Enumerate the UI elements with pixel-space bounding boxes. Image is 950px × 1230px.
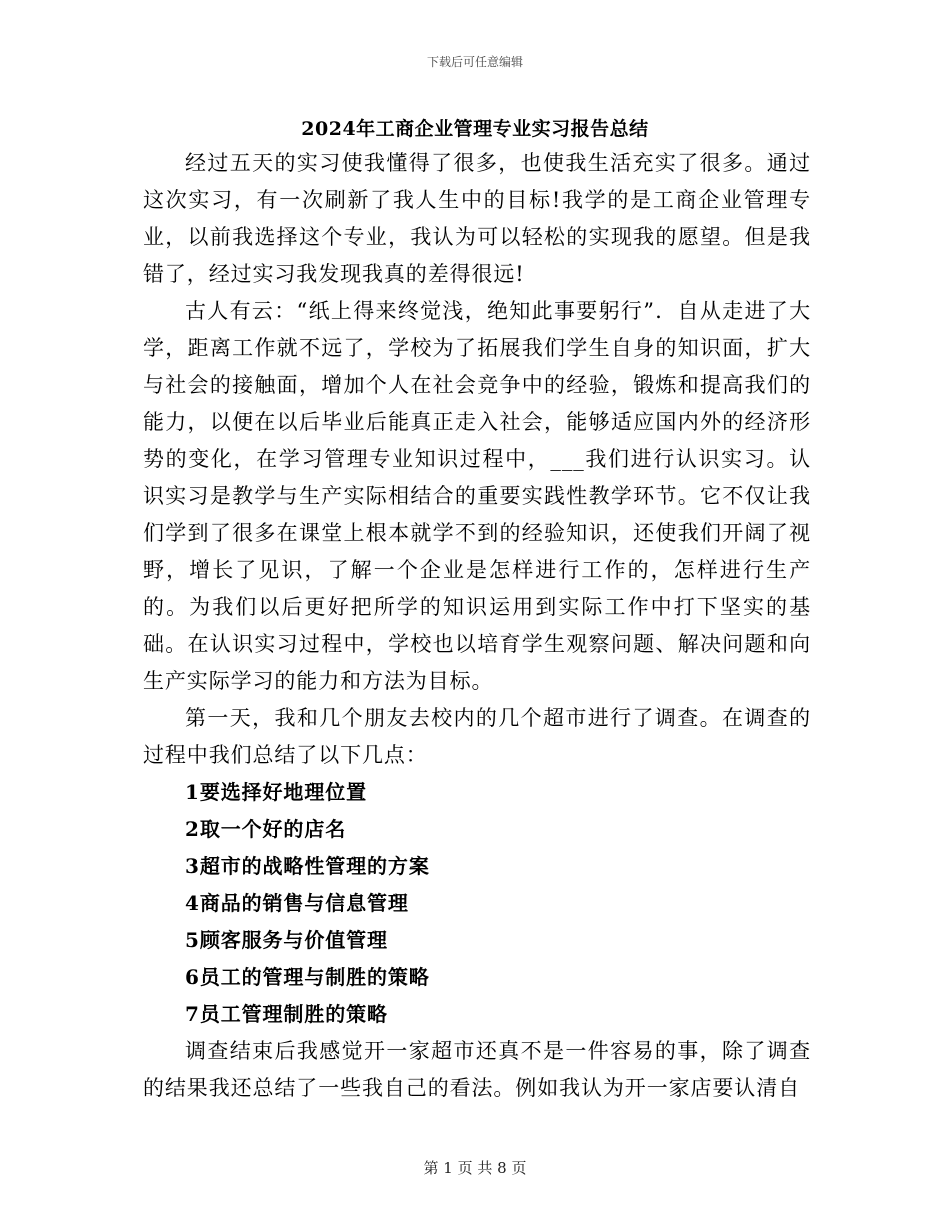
list-item: 5顾客服务与价值管理 bbox=[185, 928, 388, 952]
paragraph: 调查结束后我感觉开一家超市还真不是一件容易的事，除了调查的结果我还总结了一些我自己的看法。例如我认为开一家店要认清自 bbox=[143, 1039, 811, 1100]
list-item: 1要选择好地理位置 bbox=[185, 780, 368, 804]
header-note: 下载后可任意编辑 bbox=[426, 55, 523, 69]
paragraph: 古人有云：“纸上得来终觉浅，绝知此事要躬行”．自从走进了大学，距离工作就不远了，学校为了拓展我们学生自身的知识面，扩大与社会的接触面，增加个人在社会竞争中的经验，锻炼和提高我们的能力，以便在以后毕业后能真正走入社会，能够适应国内外的经济形势的变化，在学习管理专业知识过程中，___我们进行认识实习。认识实习是教学与生产实际相结合的重要实践性教学环节。它不仅让我们学到了很多在课堂上根本就学不到的经验知识，还使我们开阔了视野，增长了见识，了解一个企业是怎样进行工作的，怎样进行生产的。为我们以后更好把所学的知识运用到实际工作中打下坚实的基础。在认识实习过程中，学校也以培育学生观察问题、解决问题和向生产实际学习的能力和方法为目标。 bbox=[143, 299, 811, 693]
paragraph: 第一天，我和几个朋友去校内的几个超市进行了调查。在调查的过程中我们总结了以下几点： bbox=[143, 706, 811, 767]
document-title: 2024年工商企业管理专业实习报告总结 bbox=[301, 118, 649, 140]
list-item: 3超市的战略性管理的方案 bbox=[185, 854, 430, 878]
list-item: 2取一个好的店名 bbox=[185, 817, 347, 841]
document-body bbox=[143, 145, 811, 1107]
summary-list bbox=[143, 774, 811, 1033]
page-number: 第 1 页 共 8 页 bbox=[423, 1159, 527, 1177]
list-item: 6员工的管理与制胜的策略 bbox=[185, 965, 430, 989]
list-item: 4商品的销售与信息管理 bbox=[185, 891, 409, 915]
paragraph: 经过五天的实习使我懂得了很多，也使我生活充实了很多。通过这次实习，有一次刷新了我人生中的目标!我学的是工商企业管理专业，以前我选择这个专业，我认为可以轻松的实现我的愿望。但是我错了，经过实习我发现我真的差得很远! bbox=[143, 151, 811, 286]
list-item: 7员工管理制胜的策略 bbox=[185, 1002, 388, 1026]
